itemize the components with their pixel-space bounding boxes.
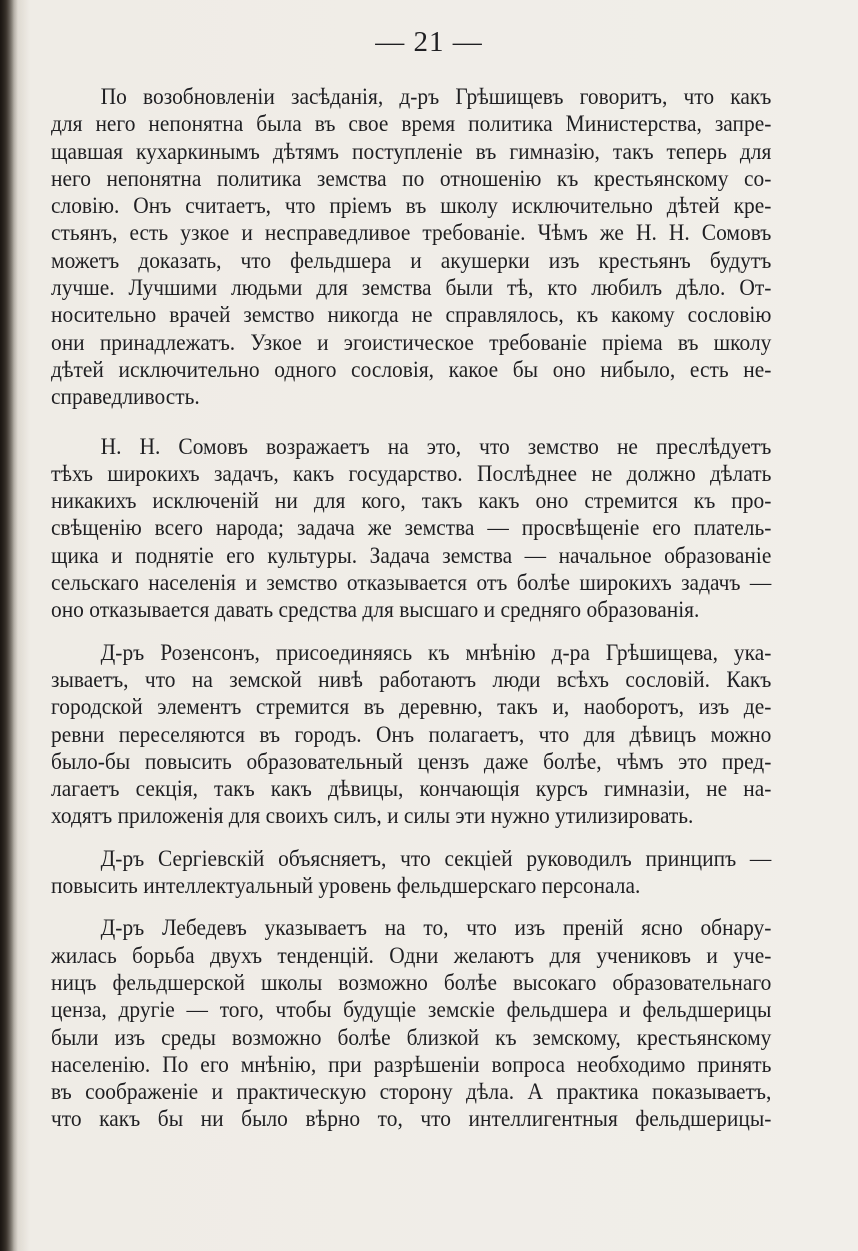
text-line: ценза, другіе — того, чтобы будущіе земскіе фельдшера и фельдшерицы (51, 997, 772, 1024)
text-line: Д-ръ Лебедевъ указываетъ на то, что изъ преній ясно обнару- (100, 915, 772, 942)
text-line: Д-ръ Сергіевскій объясняетъ, что секціей руководилъ принципъ — (100, 845, 772, 872)
paragraph (51, 640, 771, 831)
text-line: можетъ доказать, что фельдшера и акушерки изъ крестьянъ будутъ (51, 247, 772, 274)
paragraph-gap (51, 900, 771, 915)
text-line: щавшая кухаркинымъ дѣтямъ поступленіе въ гимназію, такъ теперь для (51, 138, 772, 165)
text-line: никакихъ исключеній ни для кого, такъ какъ оно стремится къ про- (51, 488, 772, 515)
text-line: ницъ фельдшерской школы возможно болѣе высокаго образовательнаго (51, 969, 772, 996)
text-line: что какъ бы ни было вѣрно то, что интеллигентныя фельдшерицы- (51, 1106, 772, 1133)
text-line: справедливость. (51, 384, 200, 411)
text-line: было-бы повысить образовательный цензъ даже болѣе, чѣмъ это пред- (51, 748, 772, 775)
text-line: жилась борьба двухъ тенденцій. Одни желаютъ для учениковъ и уче- (51, 942, 772, 969)
text-line: дѣтей исключительно одного сословія, какое бы оно нибыло, есть не- (51, 356, 772, 383)
text-line: они принадлежатъ. Узкое и эгоистическое требованіе пріема въ школу (51, 329, 772, 356)
text-line: населенію. По его мнѣнію, при разрѣшеніи вопроса необходимо принять (51, 1051, 772, 1078)
text-line: ревни переселяются въ городъ. Онъ полагаетъ, что для дѣвицъ можно (51, 721, 772, 748)
text-line: были изъ среды возможно болѣе близкой къ земскому, крестьянскому (51, 1024, 772, 1051)
text-line: Д-ръ Розенсонъ, присоединяясь къ мнѣнію д-ра Грѣшищева, ука- (100, 639, 772, 666)
paragraph (51, 846, 771, 901)
text-line: словію. Онъ считаетъ, что пріемъ въ школу исключительно дѣтей кре- (51, 193, 772, 220)
paragraph-gap (51, 625, 771, 640)
page-number: — 21 — (375, 26, 483, 58)
paragraph-gap (51, 831, 771, 846)
text-line: сельскаго населенія и земство отказывается отъ болѣе широкихъ задачъ — (51, 570, 772, 597)
text-line: него непонятна политика земства по отношенію къ крестьянскому со- (51, 165, 772, 192)
text-line: лагаетъ секція, такъ какъ дѣвицы, кончающія курсъ гимназіи, не на- (51, 776, 772, 803)
text-line: оно отказывается давать средства для высшаго и средняго образованія. (51, 597, 700, 624)
paragraph (51, 434, 771, 625)
text-line: Н. Н. Сомовъ возражаетъ на это, что земство не преслѣдуетъ (100, 433, 772, 460)
text-line: По возобновленіи засѣданія, д-ръ Грѣшищевъ говоритъ, что какъ (100, 84, 772, 110)
text-line: зываетъ, что на земской нивѣ работаютъ люди всѣхъ сословій. Какъ (51, 666, 772, 693)
paragraph (51, 84, 771, 412)
paragraph-gap (51, 412, 771, 434)
text-line: городской элементъ стремится въ деревню, такъ и, наоборотъ, изъ де- (51, 694, 772, 721)
binding-shadow (0, 0, 18, 1251)
text-line: лучше. Лучшими людьми для земства были тѣ, кто любилъ дѣло. От- (51, 275, 772, 302)
text-line: въ соображеніе и практическую сторону дѣла. А практика показываетъ, (51, 1079, 772, 1106)
text-line: ходятъ приложенія для своихъ силъ, и силы эти нужно утилизировать. (51, 803, 694, 830)
text-line: стьянъ, есть узкое и несправедливое требованіе. Чѣмъ же Н. Н. Сомовъ (51, 220, 772, 247)
text-line: щика и поднятіе его культуры. Задача земства — начальное образованіе (51, 542, 772, 569)
paragraph (51, 915, 771, 1133)
text-line: тѣхъ широкихъ задачъ, какъ государство. Послѣднее не должно дѣлать (51, 460, 772, 487)
text-line: носительно врачей земство никогда не справлялось, къ какому сословію (51, 302, 772, 329)
text-line: свѣщенію всего народа; задача же земства — просвѣщеніе его платель- (51, 515, 772, 542)
text-line: для него непонятна была въ свое время политика Министерства, запре- (51, 111, 772, 138)
body-text (51, 84, 771, 1134)
text-line: повысить интеллектуальный уровень фельдшерскаго персонала. (51, 873, 641, 900)
